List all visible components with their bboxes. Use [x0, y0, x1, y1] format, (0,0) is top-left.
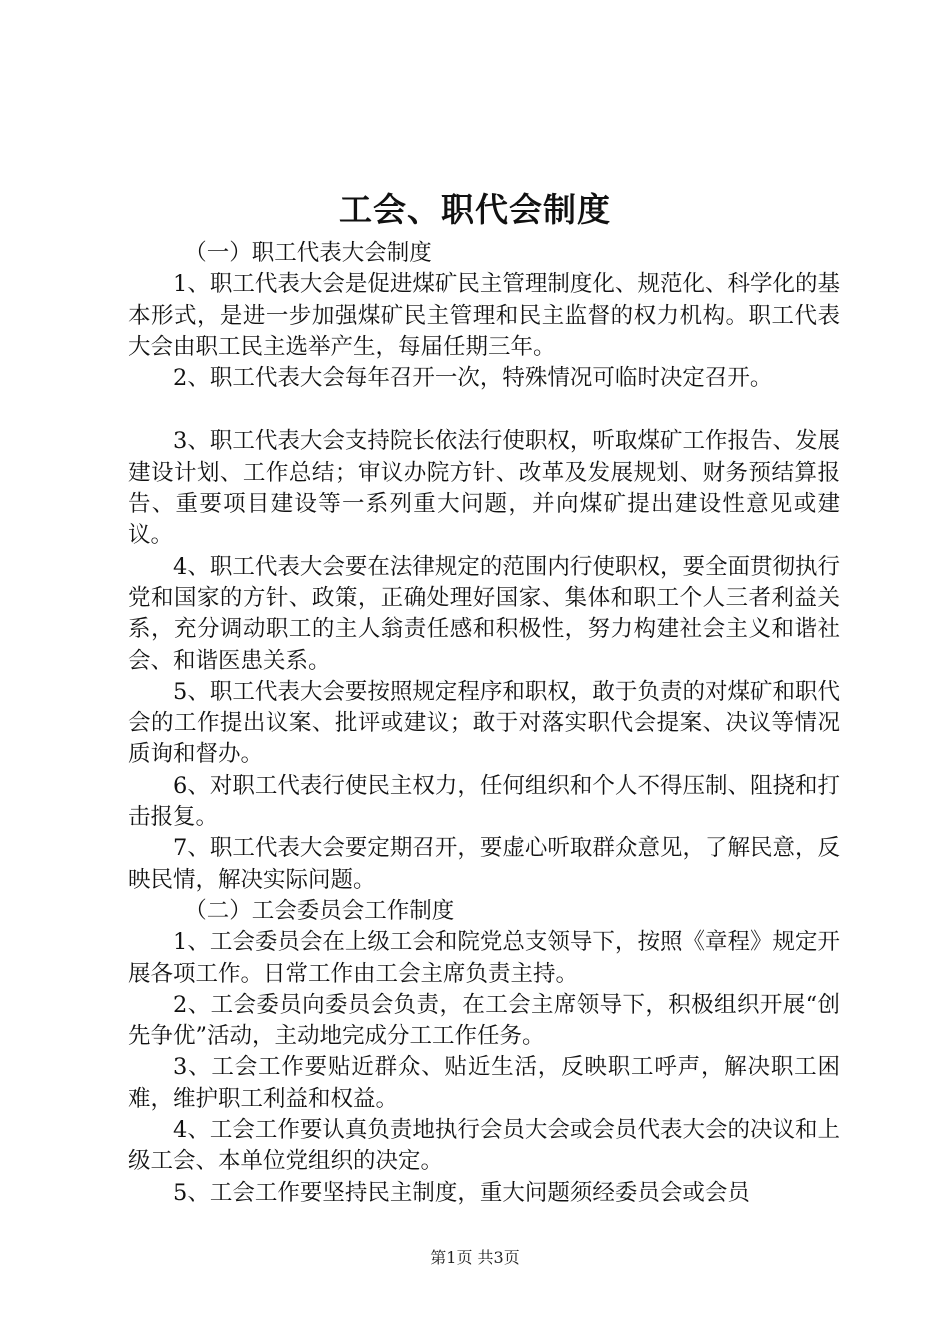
paragraph-1-7: 7、职工代表大会要定期召开，要虚心听取群众意见，了解民意，反映民情，解决实际问题。 — [128, 835, 840, 893]
paragraph-2-1: 1、工会委员会在上级工会和院党总支领导下，按照《章程》规定开展各项工作。日常工作由工会主席负责主持。 — [128, 929, 840, 987]
paragraph-1-5: 5、职工代表大会要按照规定程序和职权，敢于负责的对煤矿和职代会的工作提出议案、批评或建议；敢于对落实职代会提案、决议等情况质询和督办。 — [128, 678, 840, 768]
paragraph-1-6: 6、对职工代表行使民主权力，任何组织和个人不得压制、阻挠和打击报复。 — [128, 772, 840, 831]
section-heading-2: （二）工会委员会工作制度 — [184, 897, 455, 924]
paragraph-2-4: 4、工会工作要认真负责地执行会员大会或会员代表大会的决议和上级工会、本单位党组织的决定。 — [128, 1117, 840, 1175]
document-body — [128, 238, 840, 1209]
document-title: 工会、职代会制度 — [339, 190, 611, 229]
paragraph-1-2: 2、职工代表大会每年召开一次，特殊情况可临时决定召开。 — [173, 365, 773, 392]
page-number-footer: 第1页 共3页 — [430, 1248, 520, 1267]
section-heading-1: （一）职工代表大会制度 — [184, 240, 432, 266]
paragraph-2-3: 3、工会工作要贴近群众、贴近生活，反映职工呼声，解决职工困难，维护职工利益和权益。 — [128, 1054, 840, 1112]
paragraph-1-3: 3、职工代表大会支持院长依法行使职权，听取煤矿工作报告、发展建设计划、工作总结；审议办院方针、改革及发展规划、财务预结算报告、重要项目建设等一系列重大问题，并向煤矿提出建设性意见或建议。 — [128, 428, 840, 549]
paragraph-1-1: 1、职工代表大会是促进煤矿民主管理制度化、规范化、科学化的基本形式，是进一步加强煤矿民主管理和民主监督的权力机构。职工代表大会由职工民主选举产生，每届任期三年。 — [128, 271, 840, 360]
paragraph-2-2: 2、工会委员向委员会负责，在工会主席领导下，积极组织开展“创先争优”活动，主动地完成分工工作任务。 — [128, 991, 840, 1050]
paragraph-2-5: 5、工会工作要坚持民主制度，重大问题须经委员会或会员 — [173, 1179, 750, 1206]
paragraph-1-4: 4、职工代表大会要在法律规定的范围内行使职权，要全面贯彻执行党和国家的方针、政策，正确处理好国家、集体和职工个人三者利益关系，充分调动职工的主人翁责任感和积极性，努力构建社会主义和谐社会、和谐医患关系。 — [128, 553, 840, 674]
